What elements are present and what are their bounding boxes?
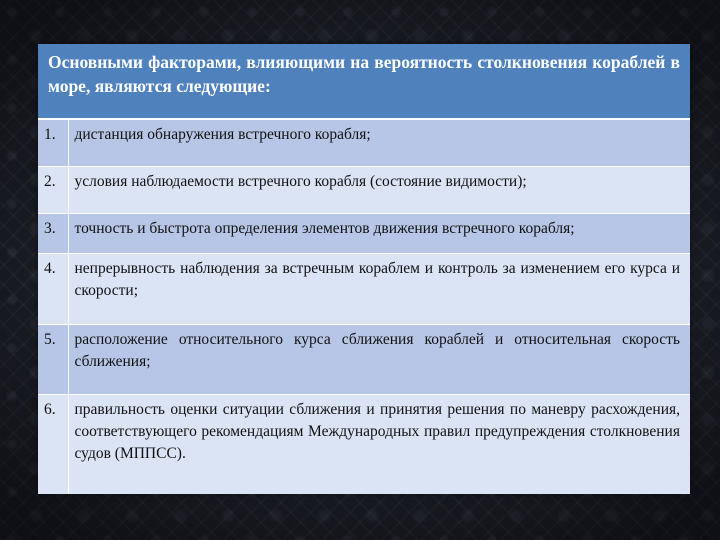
table-row bbox=[38, 253, 690, 324]
table-row bbox=[38, 213, 690, 253]
factors-table bbox=[38, 44, 690, 494]
item-text: условия наблюдаемости встречного корабля (состояние видимости); bbox=[68, 166, 690, 213]
item-text: точность и быстрота определения элементов движения встречного корабля; bbox=[68, 213, 690, 253]
table-row bbox=[38, 166, 690, 213]
item-text: правильность оценки ситуации сближения и принятия решения по маневру расхождения, соответствующего рекомендациям Международных правил предупреждения столкновения судов (МППСС). bbox=[68, 394, 690, 494]
header-row bbox=[38, 44, 690, 119]
item-text: непрерывность наблюдения за встречным кораблем и контроль за изменением его курса и скорости; bbox=[68, 253, 690, 324]
item-number: 5. bbox=[38, 324, 68, 394]
table-header: Основными факторами, влияющими на вероятность столкновения кораблей в море, являются следующие: bbox=[38, 44, 690, 119]
table-row bbox=[38, 324, 690, 394]
item-number: 4. bbox=[38, 253, 68, 324]
item-number: 3. bbox=[38, 213, 68, 253]
item-text: дистанция обнаружения встречного корабля; bbox=[68, 119, 690, 166]
item-number: 2. bbox=[38, 166, 68, 213]
table-row bbox=[38, 119, 690, 166]
item-text: расположение относительного курса сближения кораблей и относительная скорость сближения; bbox=[68, 324, 690, 394]
table-row bbox=[38, 394, 690, 494]
item-number: 1. bbox=[38, 119, 68, 166]
item-number: 6. bbox=[38, 394, 68, 494]
